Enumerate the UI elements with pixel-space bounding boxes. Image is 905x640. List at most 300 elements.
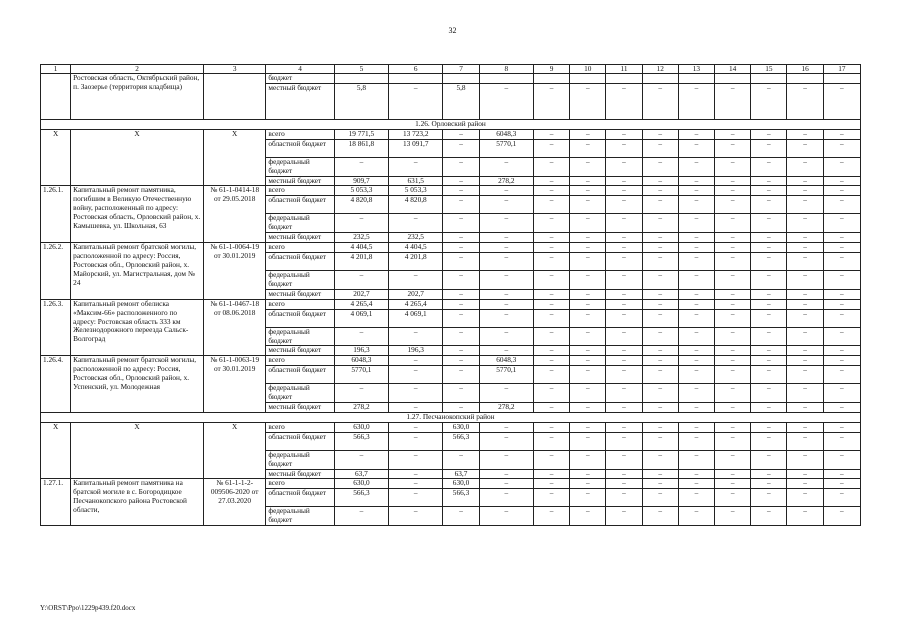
value-cell: – — [751, 196, 787, 214]
value-cell: – — [751, 469, 787, 479]
value-cell: – — [479, 157, 533, 176]
value-cell: – — [479, 270, 533, 289]
value-cell: – — [606, 196, 642, 214]
value-cell: – — [533, 289, 569, 299]
value-cell: – — [678, 299, 714, 309]
value-cell: – — [479, 289, 533, 299]
value-cell: – — [678, 384, 714, 403]
value-cell: – — [642, 129, 678, 139]
value-cell: – — [606, 233, 642, 243]
funding-source: федеральный бюджет — [266, 157, 334, 176]
value-cell: – — [823, 243, 860, 253]
value-cell: – — [715, 139, 751, 157]
value-cell: – — [642, 479, 678, 489]
value-cell: – — [533, 346, 569, 356]
value-cell: – — [443, 384, 479, 403]
value-cell: – — [334, 327, 388, 346]
value-cell: – — [678, 83, 714, 119]
value-cell: – — [389, 489, 443, 507]
value-cell — [751, 74, 787, 84]
value-cell: – — [606, 327, 642, 346]
value-cell: – — [787, 83, 823, 119]
value-cell: – — [823, 450, 860, 469]
value-cell: – — [823, 129, 860, 139]
value-cell: – — [678, 507, 714, 526]
value-cell: – — [751, 186, 787, 196]
value-cell: – — [715, 469, 751, 479]
value-cell: 631,5 — [389, 176, 443, 186]
value-cell: – — [787, 346, 823, 356]
value-cell: – — [678, 214, 714, 233]
value-cell: – — [443, 157, 479, 176]
value-cell: – — [751, 83, 787, 119]
value-cell: – — [606, 346, 642, 356]
value-cell: – — [787, 356, 823, 366]
funding-source: областной бюджет — [266, 139, 334, 157]
value-cell: – — [479, 309, 533, 327]
value-cell: – — [606, 252, 642, 270]
value-cell: – — [751, 507, 787, 526]
value-cell: – — [751, 289, 787, 299]
value-cell: – — [533, 366, 569, 384]
table-row — [41, 299, 861, 309]
summary-x: Х — [203, 422, 265, 479]
funding-source: всего — [266, 422, 334, 432]
value-cell: – — [787, 489, 823, 507]
value-cell: – — [642, 83, 678, 119]
value-cell: – — [443, 186, 479, 196]
value-cell: – — [606, 489, 642, 507]
value-cell: – — [443, 243, 479, 253]
value-cell: – — [715, 186, 751, 196]
value-cell: – — [389, 270, 443, 289]
value-cell: – — [787, 327, 823, 346]
value-cell: – — [533, 243, 569, 253]
value-cell: – — [533, 507, 569, 526]
value-cell: – — [606, 356, 642, 366]
value-cell: – — [443, 176, 479, 186]
value-cell: – — [570, 366, 606, 384]
value-cell: – — [715, 252, 751, 270]
value-cell: – — [533, 327, 569, 346]
value-cell: – — [570, 309, 606, 327]
value-cell: – — [389, 507, 443, 526]
funding-source: всего — [266, 479, 334, 489]
value-cell: – — [606, 270, 642, 289]
value-cell: – — [787, 243, 823, 253]
value-cell: – — [678, 270, 714, 289]
value-cell: – — [570, 186, 606, 196]
value-cell: – — [678, 366, 714, 384]
funding-source: всего — [266, 299, 334, 309]
value-cell: – — [715, 489, 751, 507]
item-document: № 61-1-0063-19 от 30.01.2019 — [203, 356, 265, 413]
value-cell: – — [443, 366, 479, 384]
item-document — [203, 74, 265, 120]
value-cell: – — [823, 196, 860, 214]
item-description: Ростовская область, Октябрьский район, п. Заозерье (территория кладбища) — [71, 74, 204, 120]
summary-x: Х — [71, 422, 204, 479]
item-document: № 61-1-0414-18 от 29.05.2018 — [203, 186, 265, 243]
value-cell: 566,3 — [443, 489, 479, 507]
value-cell: – — [678, 139, 714, 157]
value-cell: – — [642, 356, 678, 366]
value-cell: – — [443, 196, 479, 214]
value-cell: – — [678, 157, 714, 176]
value-cell: – — [443, 327, 479, 346]
value-cell: 5770,1 — [334, 366, 388, 384]
value-cell: – — [751, 309, 787, 327]
value-cell: – — [443, 139, 479, 157]
value-cell: – — [678, 289, 714, 299]
value-cell: – — [642, 233, 678, 243]
value-cell: 13 091,7 — [389, 139, 443, 157]
value-cell: – — [678, 252, 714, 270]
funding-source: местный бюджет — [266, 346, 334, 356]
value-cell: – — [823, 176, 860, 186]
funding-source: всего — [266, 129, 334, 139]
value-cell: – — [678, 346, 714, 356]
value-cell: – — [823, 270, 860, 289]
value-cell: – — [678, 176, 714, 186]
value-cell: – — [715, 214, 751, 233]
section-row — [41, 119, 861, 129]
value-cell: – — [678, 403, 714, 413]
item-number: 1.26.2. — [41, 243, 71, 300]
value-cell: – — [787, 507, 823, 526]
value-cell: – — [642, 214, 678, 233]
value-cell: – — [642, 196, 678, 214]
value-cell: – — [678, 243, 714, 253]
value-cell: – — [606, 129, 642, 139]
value-cell: – — [823, 356, 860, 366]
value-cell: – — [479, 479, 533, 489]
value-cell: – — [570, 157, 606, 176]
value-cell: 4 069,1 — [389, 309, 443, 327]
value-cell: – — [715, 176, 751, 186]
value-cell: – — [570, 139, 606, 157]
section-title: 1.27. Песчанокопский район — [41, 412, 861, 422]
item-document: № 61-1-1-2-009506-2020 от 27.03.2020 — [203, 479, 265, 526]
value-cell: – — [678, 422, 714, 432]
funding-source: федеральный бюджет — [266, 384, 334, 403]
value-cell: 909,7 — [334, 176, 388, 186]
value-cell: 5,8 — [443, 83, 479, 119]
value-cell: – — [533, 83, 569, 119]
value-cell: 4 404,5 — [334, 243, 388, 253]
funding-source: всего — [266, 356, 334, 366]
value-cell: – — [751, 252, 787, 270]
value-cell: – — [533, 309, 569, 327]
summary-x: Х — [203, 129, 265, 186]
value-cell: – — [642, 157, 678, 176]
value-cell: – — [606, 289, 642, 299]
value-cell: – — [715, 327, 751, 346]
value-cell: – — [443, 289, 479, 299]
item-description: Капитальный ремонт братской могилы, расположенной по адресу: Россия, Ростовская обл., Орловский район, х. Успенский, ул. Молодежная — [71, 356, 204, 413]
value-cell: – — [678, 196, 714, 214]
value-cell: – — [787, 186, 823, 196]
item-number: 1.27.1. — [41, 479, 71, 526]
value-cell: – — [443, 299, 479, 309]
value-cell: 13 723,2 — [389, 129, 443, 139]
value-cell: – — [787, 479, 823, 489]
value-cell: – — [479, 196, 533, 214]
value-cell: 5 053,3 — [389, 186, 443, 196]
column-number: 17 — [823, 65, 860, 74]
column-number: 8 — [479, 65, 533, 74]
value-cell: – — [823, 479, 860, 489]
value-cell: – — [479, 450, 533, 469]
column-number: 10 — [570, 65, 606, 74]
value-cell: – — [533, 214, 569, 233]
value-cell: – — [823, 309, 860, 327]
value-cell: – — [533, 176, 569, 186]
value-cell: – — [751, 489, 787, 507]
value-cell: 278,2 — [334, 403, 388, 413]
value-cell: – — [533, 139, 569, 157]
value-cell: – — [533, 186, 569, 196]
value-cell: – — [443, 270, 479, 289]
value-cell: – — [479, 83, 533, 119]
funding-source: областной бюджет — [266, 432, 334, 450]
value-cell: – — [606, 479, 642, 489]
value-cell — [642, 74, 678, 84]
column-number: 7 — [443, 65, 479, 74]
funding-source: областной бюджет — [266, 196, 334, 214]
value-cell: – — [479, 186, 533, 196]
value-cell: – — [606, 422, 642, 432]
value-cell: – — [570, 270, 606, 289]
value-cell: – — [334, 384, 388, 403]
value-cell: – — [642, 289, 678, 299]
value-cell: – — [606, 309, 642, 327]
funding-source: местный бюджет — [266, 289, 334, 299]
value-cell: – — [389, 214, 443, 233]
value-cell: – — [570, 346, 606, 356]
value-cell: – — [606, 83, 642, 119]
value-cell: – — [715, 243, 751, 253]
value-cell: – — [570, 450, 606, 469]
value-cell: – — [787, 469, 823, 479]
value-cell: – — [606, 450, 642, 469]
value-cell: – — [642, 186, 678, 196]
funding-source: местный бюджет — [266, 403, 334, 413]
value-cell: – — [823, 252, 860, 270]
value-cell: – — [642, 327, 678, 346]
value-cell: – — [642, 309, 678, 327]
value-cell: – — [479, 489, 533, 507]
value-cell: – — [479, 384, 533, 403]
financing-table — [40, 64, 861, 526]
value-cell: – — [606, 214, 642, 233]
value-cell: – — [751, 157, 787, 176]
item-document: № 61-1-0064-19 от 30.01.2019 — [203, 243, 265, 300]
value-cell: 6048,3 — [479, 356, 533, 366]
table-row — [41, 243, 861, 253]
value-cell: – — [823, 507, 860, 526]
value-cell: – — [533, 432, 569, 450]
value-cell: – — [443, 403, 479, 413]
column-number: 13 — [678, 65, 714, 74]
value-cell: – — [533, 450, 569, 469]
value-cell: – — [642, 346, 678, 356]
value-cell: – — [823, 186, 860, 196]
value-cell: – — [642, 469, 678, 479]
value-cell: – — [642, 422, 678, 432]
value-cell: – — [570, 432, 606, 450]
value-cell: – — [715, 384, 751, 403]
value-cell: – — [678, 186, 714, 196]
value-cell: 630,0 — [443, 479, 479, 489]
value-cell: – — [606, 366, 642, 384]
value-cell: 232,5 — [389, 233, 443, 243]
value-cell: – — [533, 233, 569, 243]
value-cell: – — [606, 469, 642, 479]
column-number: 6 — [389, 65, 443, 74]
value-cell: – — [678, 469, 714, 479]
funding-source: областной бюджет — [266, 366, 334, 384]
column-number: 4 — [266, 65, 334, 74]
value-cell: – — [787, 366, 823, 384]
value-cell: – — [479, 327, 533, 346]
value-cell: – — [715, 196, 751, 214]
value-cell — [389, 74, 443, 84]
value-cell: – — [606, 384, 642, 403]
value-cell: – — [823, 299, 860, 309]
value-cell: – — [334, 450, 388, 469]
value-cell: – — [787, 129, 823, 139]
value-cell: – — [479, 233, 533, 243]
value-cell: – — [533, 403, 569, 413]
column-number: 1 — [41, 65, 71, 74]
value-cell: – — [823, 346, 860, 356]
value-cell: – — [787, 309, 823, 327]
item-number: 1.26.4. — [41, 356, 71, 413]
funding-source: федеральный бюджет — [266, 327, 334, 346]
value-cell: – — [787, 176, 823, 186]
value-cell: – — [715, 309, 751, 327]
value-cell: – — [715, 129, 751, 139]
value-cell: – — [715, 299, 751, 309]
value-cell: – — [570, 252, 606, 270]
value-cell: – — [751, 327, 787, 346]
value-cell: – — [533, 299, 569, 309]
value-cell: – — [678, 489, 714, 507]
value-cell — [678, 74, 714, 84]
value-cell: – — [715, 233, 751, 243]
value-cell: 4 265,4 — [334, 299, 388, 309]
value-cell: – — [823, 139, 860, 157]
value-cell: – — [678, 432, 714, 450]
funding-source: областной бюджет — [266, 309, 334, 327]
value-cell: – — [823, 83, 860, 119]
value-cell: – — [479, 346, 533, 356]
value-cell: – — [570, 489, 606, 507]
value-cell: 4 820,8 — [389, 196, 443, 214]
value-cell: 5 053,3 — [334, 186, 388, 196]
value-cell: – — [678, 479, 714, 489]
value-cell: – — [787, 432, 823, 450]
value-cell — [479, 74, 533, 84]
value-cell: – — [751, 214, 787, 233]
page-number: 32 — [448, 26, 457, 35]
value-cell: – — [606, 243, 642, 253]
value-cell: – — [787, 214, 823, 233]
value-cell: 4 404,5 — [389, 243, 443, 253]
summary-x: Х — [41, 422, 71, 479]
value-cell: – — [533, 270, 569, 289]
value-cell: – — [787, 289, 823, 299]
value-cell: – — [606, 299, 642, 309]
value-cell: – — [823, 489, 860, 507]
value-cell: 630,0 — [334, 479, 388, 489]
value-cell: – — [642, 139, 678, 157]
value-cell: – — [678, 450, 714, 469]
value-cell: 202,7 — [334, 289, 388, 299]
value-cell: – — [715, 289, 751, 299]
value-cell: – — [823, 469, 860, 479]
value-cell: 196,3 — [334, 346, 388, 356]
value-cell: 4 201,8 — [334, 252, 388, 270]
value-cell: – — [443, 214, 479, 233]
value-cell: 278,2 — [479, 176, 533, 186]
value-cell — [443, 74, 479, 84]
value-cell: – — [787, 139, 823, 157]
value-cell: – — [533, 422, 569, 432]
value-cell: – — [642, 489, 678, 507]
funding-source: федеральный бюджет — [266, 450, 334, 469]
value-cell: – — [642, 252, 678, 270]
value-cell: – — [715, 432, 751, 450]
value-cell: – — [715, 83, 751, 119]
value-cell: – — [443, 507, 479, 526]
value-cell: – — [823, 432, 860, 450]
value-cell: – — [823, 403, 860, 413]
value-cell: – — [389, 356, 443, 366]
value-cell: – — [570, 422, 606, 432]
value-cell: – — [479, 469, 533, 479]
value-cell: – — [479, 299, 533, 309]
value-cell: – — [751, 270, 787, 289]
value-cell: – — [334, 270, 388, 289]
value-cell: – — [715, 422, 751, 432]
value-cell: – — [642, 270, 678, 289]
column-number: 16 — [787, 65, 823, 74]
value-cell: – — [479, 243, 533, 253]
value-cell: – — [479, 432, 533, 450]
value-cell: – — [823, 214, 860, 233]
value-cell: – — [751, 233, 787, 243]
value-cell: – — [715, 157, 751, 176]
table-row — [41, 422, 861, 432]
value-cell: – — [715, 403, 751, 413]
value-cell: – — [642, 366, 678, 384]
value-cell: – — [570, 299, 606, 309]
column-number: 5 — [334, 65, 388, 74]
value-cell: – — [642, 403, 678, 413]
value-cell: – — [443, 450, 479, 469]
value-cell: – — [389, 422, 443, 432]
value-cell: – — [570, 233, 606, 243]
value-cell: – — [606, 432, 642, 450]
value-cell: – — [443, 356, 479, 366]
column-number: 2 — [71, 65, 204, 74]
value-cell: – — [823, 422, 860, 432]
value-cell: – — [443, 252, 479, 270]
value-cell: – — [787, 233, 823, 243]
value-cell: 4 201,8 — [389, 252, 443, 270]
